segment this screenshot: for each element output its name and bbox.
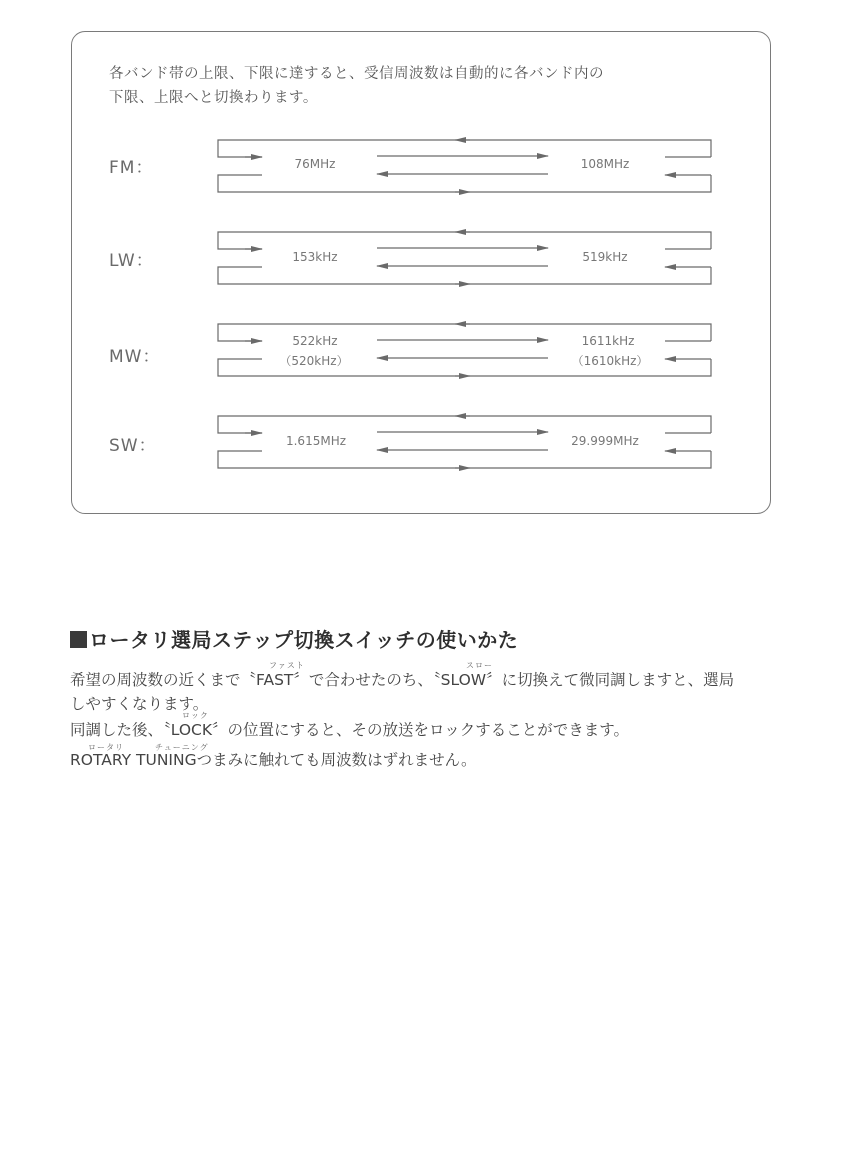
band-mw-high-freq: 1611kHz	[581, 334, 635, 348]
band-lw-bottom-loop	[218, 267, 711, 284]
usage-line-1: 希望の周波数の近くまで〝FAST〞で合わせたのち、〝SLOW〞に切換えて微同調しますと、選局	[70, 671, 735, 689]
ruby-fast: ファスト	[269, 661, 305, 670]
band-label-mw: MW：	[109, 347, 161, 367]
usage-line-4: ROTARY TUNINGつまみに触れても周波数はずれません。	[70, 751, 477, 769]
band-lw-top-loop	[218, 232, 711, 249]
band-mw-low-alt-freq: （520kHz）	[279, 354, 349, 368]
section-title-text: ロータリ選局ステップ切換スイッチの使いかた	[89, 628, 519, 652]
band-mw-high-alt-freq: （1610kHz）	[571, 354, 649, 368]
band-lw-low-freq: 153kHz	[292, 250, 338, 264]
band-lw-high-freq: 519kHz	[582, 250, 628, 264]
intro-line-1: 各バンド帯の上限、下限に達すると、受信周波数は自動的に各バンド内の	[109, 66, 604, 82]
band-mw-low-freq: 522kHz	[292, 334, 338, 348]
band-label-fm: FM：	[109, 158, 154, 178]
band-fm-top-loop	[218, 140, 711, 157]
band-sw-top-loop	[218, 416, 711, 433]
band-sw-high-freq: 29.999MHz	[571, 434, 639, 448]
band-diagram	[0, 0, 864, 560]
usage-line-3: 同調した後、〝LOCK〞の位置にすると、その放送をロックすることができます。	[70, 721, 629, 739]
usage-line-2: しやすくなります。	[70, 695, 209, 713]
ruby-slow: スロー	[466, 661, 493, 670]
band-label-lw: LW：	[109, 251, 154, 271]
band-fm-bottom-loop	[218, 175, 711, 192]
band-fm-high-freq: 108MHz	[580, 157, 630, 171]
band-sw-low-freq: 1.615MHz	[285, 434, 347, 448]
intro-line-2: 下限、上限へと切換わります。	[109, 90, 318, 106]
ruby-rotary: ロータリ	[88, 743, 124, 752]
section-title	[70, 624, 518, 653]
ruby-tuning: チューニング	[155, 743, 209, 752]
band-label-sw: SW：	[109, 436, 157, 456]
band-sw-bottom-loop	[218, 451, 711, 468]
ruby-lock: ロック	[182, 711, 209, 720]
band-fm-low-freq: 76MHz	[294, 157, 336, 171]
square-bullet-icon	[70, 631, 87, 648]
